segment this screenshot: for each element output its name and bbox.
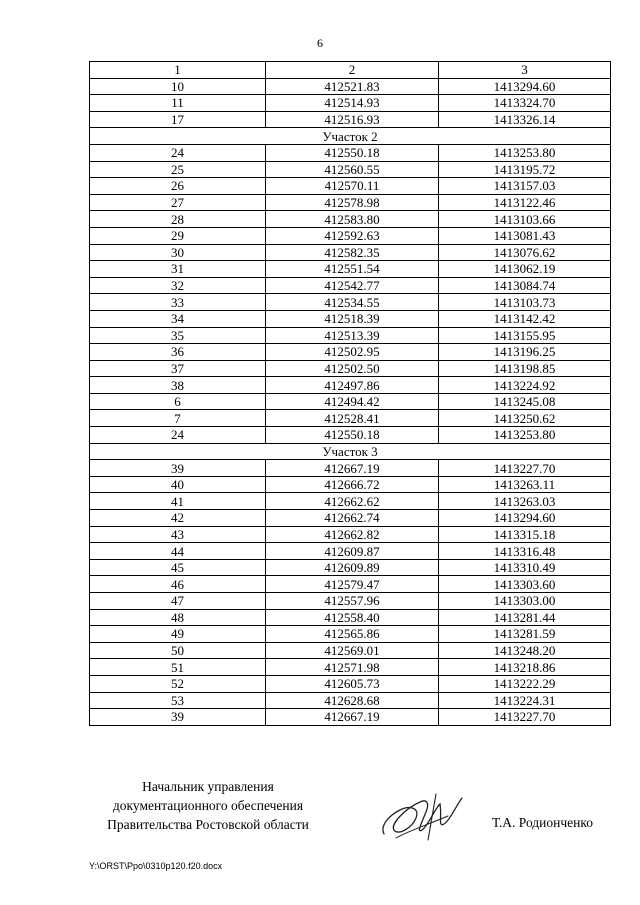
point-number-cell: 41 [90,493,266,510]
x-coordinate-cell: 412582.35 [266,244,439,261]
table-row [90,410,611,427]
table-row [90,261,611,278]
point-number-cell: 10 [90,78,266,95]
point-number-cell: 48 [90,609,266,626]
y-coordinate-cell: 1413157.03 [439,178,611,195]
point-number-cell: 46 [90,576,266,593]
signature-title-line: документационного обеспечения [112,798,304,813]
signature-title-block [88,777,328,834]
y-coordinate-cell: 1413326.14 [439,111,611,128]
y-coordinate-cell: 1413315.18 [439,526,611,543]
y-coordinate-cell: 1413195.72 [439,161,611,178]
x-coordinate-cell: 412570.11 [266,178,439,195]
y-coordinate-cell: 1413081.43 [439,227,611,244]
y-coordinate-cell: 1413142.42 [439,310,611,327]
y-coordinate-cell: 1413122.46 [439,194,611,211]
y-coordinate-cell: 1413248.20 [439,642,611,659]
table-header-row [90,62,611,79]
x-coordinate-cell: 412502.95 [266,344,439,361]
y-coordinate-cell: 1413062.19 [439,261,611,278]
point-number-cell: 52 [90,675,266,692]
x-coordinate-cell: 412662.74 [266,510,439,527]
point-number-cell: 37 [90,360,266,377]
table-row [90,244,611,261]
y-coordinate-cell: 1413316.48 [439,543,611,560]
table-row [90,111,611,128]
table-row [90,144,611,161]
section-row [90,443,611,460]
file-path: Y:\ORST\Ppo\0310p120.f20.docx [89,861,223,871]
signature-title-line: Начальник управления [142,779,274,794]
point-number-cell: 40 [90,476,266,493]
y-coordinate-cell: 1413224.31 [439,692,611,709]
table-row [90,476,611,493]
point-number-cell: 11 [90,95,266,112]
table-row [90,377,611,394]
table-row [90,460,611,477]
x-coordinate-cell: 412534.55 [266,294,439,311]
x-coordinate-cell: 412560.55 [266,161,439,178]
x-coordinate-cell: 412605.73 [266,675,439,692]
table-row [90,559,611,576]
x-coordinate-cell: 412666.72 [266,476,439,493]
y-coordinate-cell: 1413222.29 [439,675,611,692]
point-number-cell: 29 [90,227,266,244]
x-coordinate-cell: 412662.62 [266,493,439,510]
point-number-cell: 25 [90,161,266,178]
table-row [90,576,611,593]
y-coordinate-cell: 1413310.49 [439,559,611,576]
table-row [90,642,611,659]
y-coordinate-cell: 1413263.11 [439,476,611,493]
table-row [90,593,611,610]
point-number-cell: 24 [90,427,266,444]
y-coordinate-cell: 1413281.59 [439,626,611,643]
x-coordinate-cell: 412558.40 [266,609,439,626]
x-coordinate-cell: 412514.93 [266,95,439,112]
table-row [90,161,611,178]
x-coordinate-cell: 412494.42 [266,393,439,410]
table-row [90,526,611,543]
point-number-cell: 39 [90,460,266,477]
table-row [90,294,611,311]
table-row [90,194,611,211]
y-coordinate-cell: 1413303.00 [439,593,611,610]
table-row [90,360,611,377]
y-coordinate-cell: 1413253.80 [439,144,611,161]
y-coordinate-cell: 1413224.92 [439,377,611,394]
point-number-cell: 49 [90,626,266,643]
table-row [90,393,611,410]
point-number-cell: 45 [90,559,266,576]
point-number-cell: 50 [90,642,266,659]
point-number-cell: 35 [90,327,266,344]
y-coordinate-cell: 1413227.70 [439,709,611,726]
table-row [90,543,611,560]
signature-title-line: Правительства Ростовской области [107,817,309,832]
table-row [90,227,611,244]
point-number-cell: 7 [90,410,266,427]
table-row [90,310,611,327]
table-row [90,609,611,626]
point-number-cell: 53 [90,692,266,709]
x-coordinate-cell: 412528.41 [266,410,439,427]
table-row [90,277,611,294]
y-coordinate-cell: 1413294.60 [439,78,611,95]
point-number-cell: 42 [90,510,266,527]
table-row [90,493,611,510]
section-label: Участок 2 [90,128,611,145]
x-coordinate-cell: 412513.39 [266,327,439,344]
y-coordinate-cell: 1413245.08 [439,393,611,410]
y-coordinate-cell: 1413076.62 [439,244,611,261]
point-number-cell: 32 [90,277,266,294]
table-row [90,211,611,228]
y-coordinate-cell: 1413263.03 [439,493,611,510]
point-number-cell: 24 [90,144,266,161]
x-coordinate-cell: 412518.39 [266,310,439,327]
x-coordinate-cell: 412578.98 [266,194,439,211]
point-number-cell: 27 [90,194,266,211]
x-coordinate-cell: 412667.19 [266,709,439,726]
point-number-cell: 43 [90,526,266,543]
x-coordinate-cell: 412569.01 [266,642,439,659]
point-number-cell: 33 [90,294,266,311]
y-coordinate-cell: 1413196.25 [439,344,611,361]
table-row [90,692,611,709]
y-coordinate-cell: 1413218.86 [439,659,611,676]
x-coordinate-cell: 412579.47 [266,576,439,593]
point-number-cell: 47 [90,593,266,610]
x-coordinate-cell: 412565.86 [266,626,439,643]
y-coordinate-cell: 1413103.66 [439,211,611,228]
y-coordinate-cell: 1413155.95 [439,327,611,344]
point-number-cell: 38 [90,377,266,394]
point-number-cell: 28 [90,211,266,228]
y-coordinate-cell: 1413250.62 [439,410,611,427]
page-number: 6 [317,36,323,50]
point-number-cell: 34 [90,310,266,327]
table-row [90,709,611,726]
x-coordinate-cell: 412551.54 [266,261,439,278]
coordinates-table-body [90,62,611,726]
header-cell-2: 2 [266,62,439,79]
x-coordinate-cell: 412550.18 [266,144,439,161]
point-number-cell: 44 [90,543,266,560]
y-coordinate-cell: 1413303.60 [439,576,611,593]
point-number-cell: 51 [90,659,266,676]
handwritten-signature [376,786,466,846]
table-row [90,675,611,692]
table-row [90,344,611,361]
x-coordinate-cell: 412592.63 [266,227,439,244]
x-coordinate-cell: 412628.68 [266,692,439,709]
x-coordinate-cell: 412609.89 [266,559,439,576]
x-coordinate-cell: 412609.87 [266,543,439,560]
y-coordinate-cell: 1413103.73 [439,294,611,311]
table-row [90,626,611,643]
y-coordinate-cell: 1413281.44 [439,609,611,626]
header-cell-3: 3 [439,62,611,79]
point-number-cell: 6 [90,393,266,410]
x-coordinate-cell: 412557.96 [266,593,439,610]
section-row [90,128,611,145]
table-row [90,327,611,344]
table-row [90,427,611,444]
x-coordinate-cell: 412497.86 [266,377,439,394]
section-label: Участок 3 [90,443,611,460]
point-number-cell: 30 [90,244,266,261]
y-coordinate-cell: 1413324.70 [439,95,611,112]
coordinates-table [89,61,611,726]
header-cell-1: 1 [90,62,266,79]
x-coordinate-cell: 412583.80 [266,211,439,228]
x-coordinate-cell: 412516.93 [266,111,439,128]
x-coordinate-cell: 412521.83 [266,78,439,95]
y-coordinate-cell: 1413084.74 [439,277,611,294]
table-row [90,659,611,676]
x-coordinate-cell: 412542.77 [266,277,439,294]
point-number-cell: 26 [90,178,266,195]
y-coordinate-cell: 1413198.85 [439,360,611,377]
point-number-cell: 39 [90,709,266,726]
table-row [90,178,611,195]
signer-name: Т.А. Родионченко [492,815,593,830]
x-coordinate-cell: 412571.98 [266,659,439,676]
point-number-cell: 31 [90,261,266,278]
x-coordinate-cell: 412550.18 [266,427,439,444]
x-coordinate-cell: 412667.19 [266,460,439,477]
table-row [90,78,611,95]
point-number-cell: 36 [90,344,266,361]
table-row [90,95,611,112]
y-coordinate-cell: 1413253.80 [439,427,611,444]
x-coordinate-cell: 412502.50 [266,360,439,377]
y-coordinate-cell: 1413294.60 [439,510,611,527]
y-coordinate-cell: 1413227.70 [439,460,611,477]
x-coordinate-cell: 412662.82 [266,526,439,543]
point-number-cell: 17 [90,111,266,128]
table-row [90,510,611,527]
